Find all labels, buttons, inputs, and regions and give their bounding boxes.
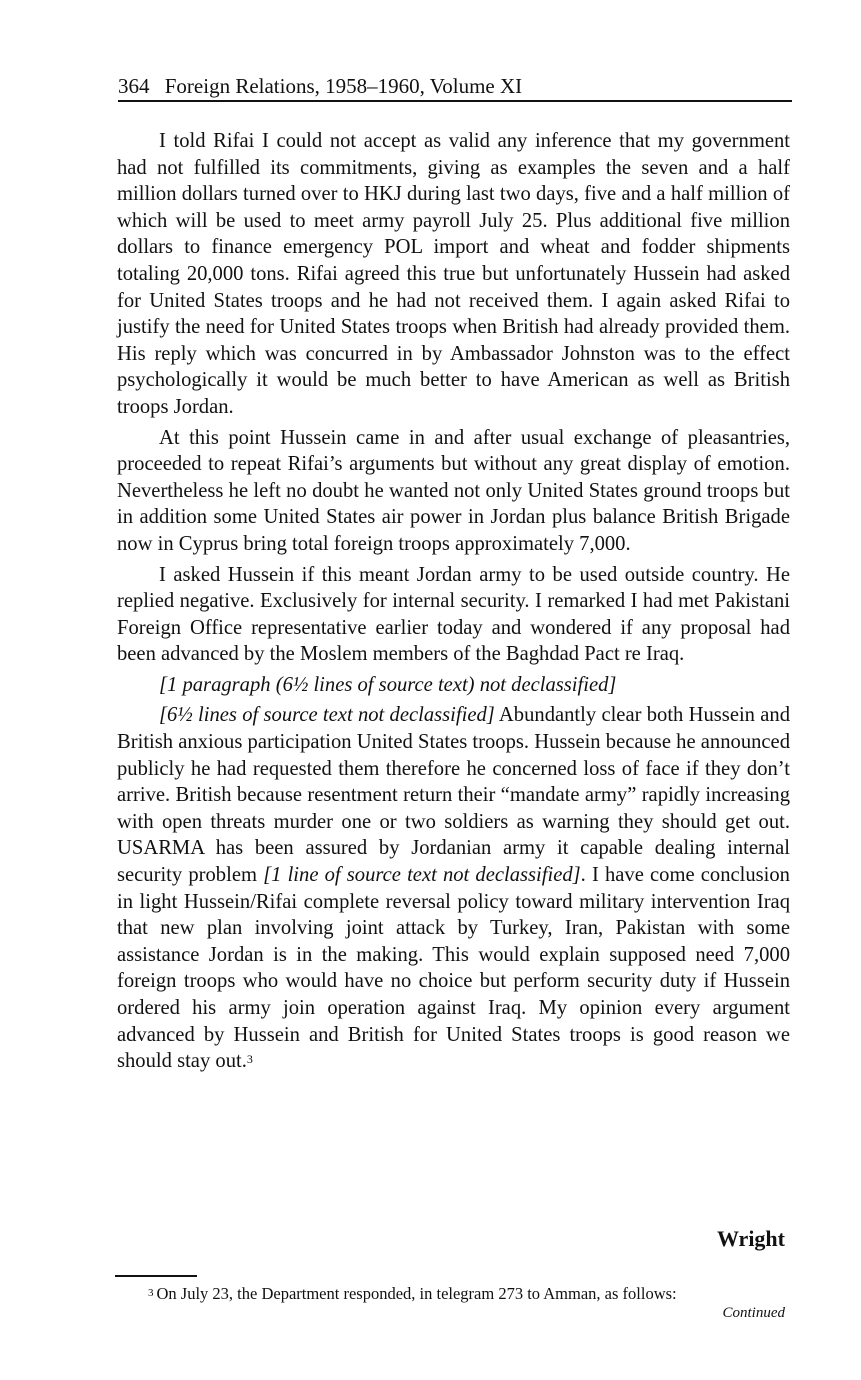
paragraph-5-text-b: . I have come conclusion in light Hussein/Rifai complete reversal policy toward military intervention Iraq that new plan involving joint attack by Turkey, Iran, Pakistan with some assistance Jordan is in the making. This would explain supposed need 7,000 foreign troops who would have no choice but perform security duty if Hussein ordered his army join operation against Iraq. My opinion every argument advanced by Hussein and British for United States troops is good reason we should stay out. xyxy=(117,864,790,1073)
not-declassified-note: [6½ lines of source text not declassified] xyxy=(159,704,495,727)
body-text xyxy=(117,128,790,1079)
paragraph-1: I told Rifai I could not accept as valid any inference that my government had not fulfilled its commitments, giving as examples the seven and a half million dollars turned over to HKJ during last two days, five and a half million of which will be used to meet army payroll July 25. Plus additional five million dollars to finance emergency POL import and wheat and fodder shipments totaling 20,000 tons. Rifai agreed this true but unfortunately Hussein had asked for United States troops and he had not received them. I again asked Rifai to justify the need for United States troops when British had already provided them. His reply which was concurred in by Ambassador Johnston was to the effect psychologically it would be much better to have American as well as British troops Jordan. xyxy=(117,130,790,418)
paragraph-4-not-declassified xyxy=(117,672,790,699)
footnote-marker: 3 xyxy=(148,1287,154,1299)
paragraph-5-text-a: Abundantly clear both Hussein and British anxious participation United States troops. Hussein because he announced publicly he had requested them therefore he concerned loss of face if they don’t arrive. British because resentment return their “mandate army” rapidly increasing with open threats murder one or two soldiers as warning they should get out. USARMA has been assured by Jordanian army it capable dealing internal security problem xyxy=(117,704,790,887)
signature: Wright xyxy=(716,1226,785,1251)
running-header xyxy=(118,72,792,102)
volume-title: Foreign Relations, 1958–1960, Volume XI xyxy=(164,74,523,98)
footnote-text: On July 23, the Department responded, in telegram 273 to Amman, as follows: xyxy=(156,1284,677,1303)
paragraph-5 xyxy=(117,702,790,1074)
paragraph-3: I asked Hussein if this meant Jordan army to be used outside country. He replied negative. Exclusively for internal security. I remarked I had met Pakistani Foreign Office representative earlier today and wondered if any proposal had been advanced by the Moslem members of the Baghdad Pact re Iraq. xyxy=(117,563,790,666)
continued-label: Continued xyxy=(722,1305,785,1321)
not-declassified-note: [1 paragraph (6½ lines of source text) not declassified] xyxy=(159,673,617,696)
page-number: 364 xyxy=(118,74,150,98)
not-declassified-note: [1 line of source text not declassified] xyxy=(263,864,581,887)
footnote-reference: 3 xyxy=(246,1052,253,1067)
footnote-divider xyxy=(115,1275,197,1277)
paragraph-2: At this point Hussein came in and after usual exchange of pleasantries, proceeded to repeat Rifai’s arguments but without any great display of emotion. Nevertheless he left no doubt he wanted not only United States ground troops but in addition some United States air power in Jordan plus balance British Brigade now in Cyprus bring total foreign troops approximately 7,000. xyxy=(117,426,790,555)
footnote xyxy=(148,1284,788,1304)
